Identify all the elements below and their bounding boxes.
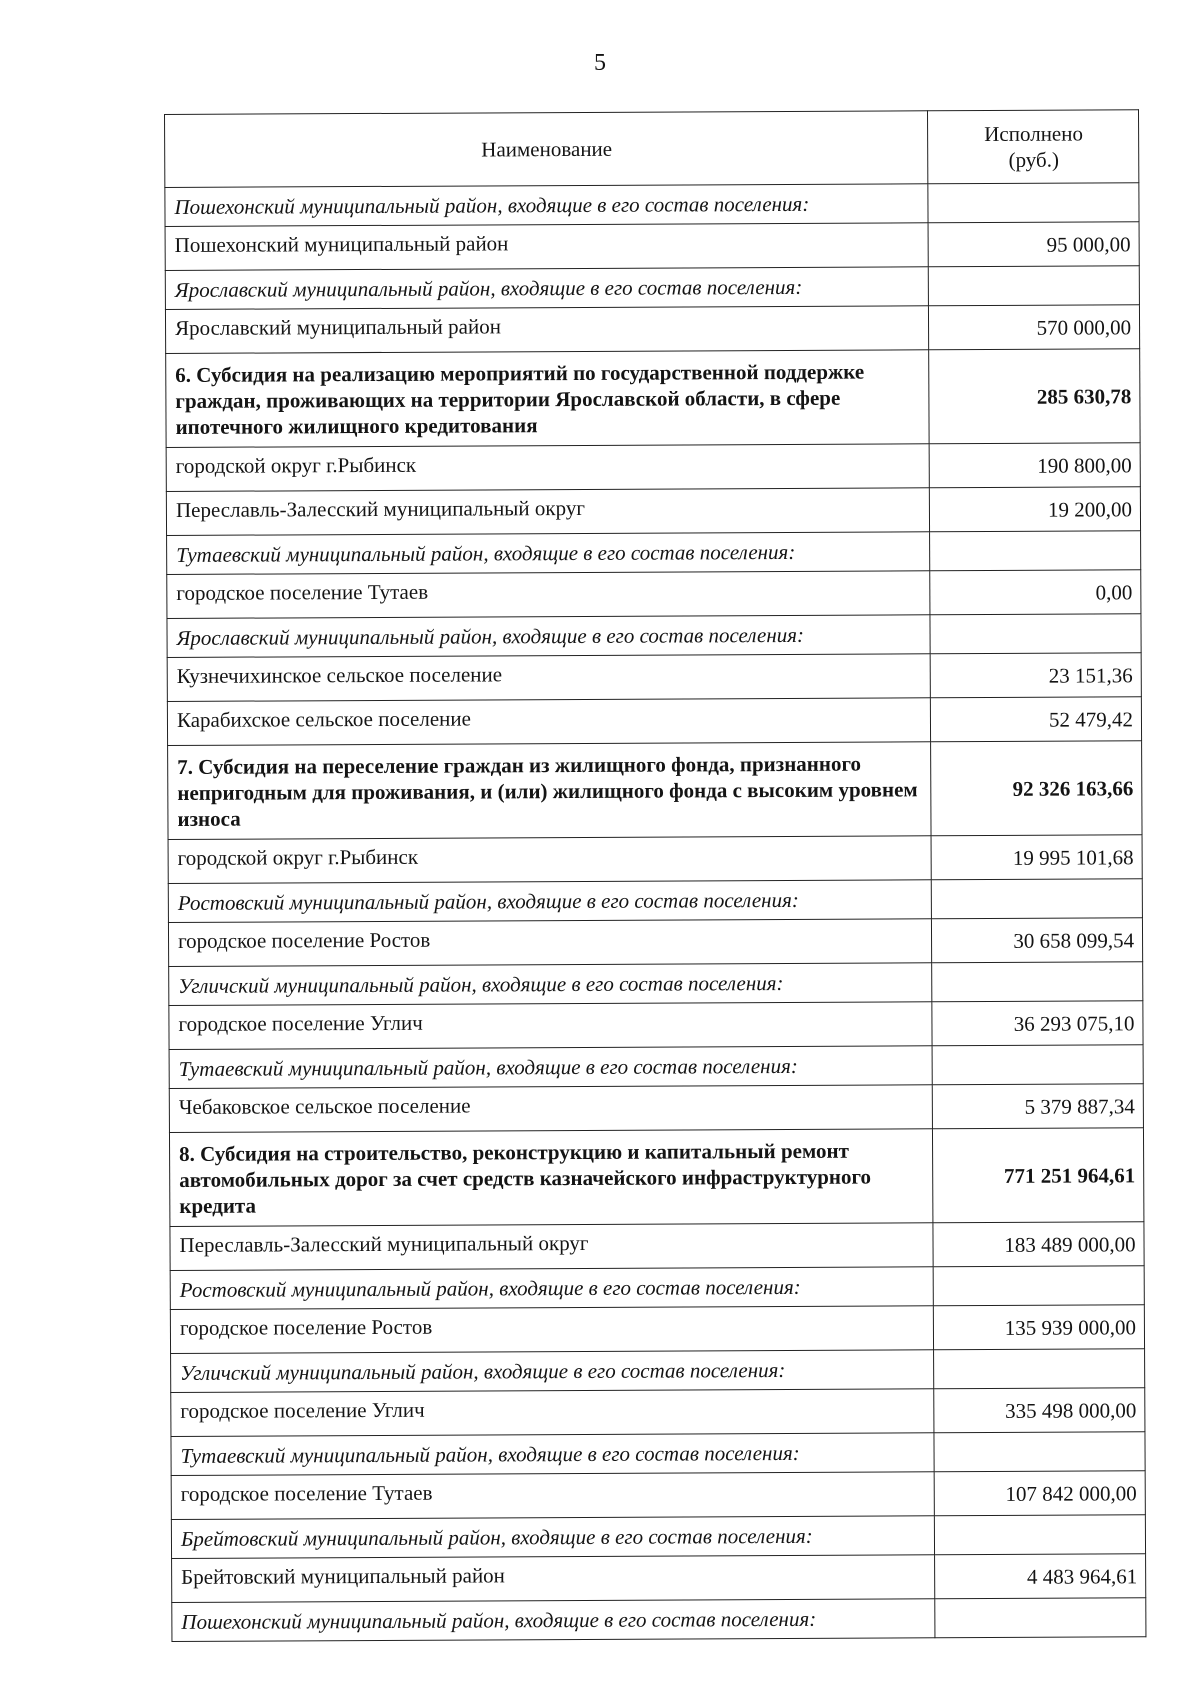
table-row [171,1388,1145,1437]
amount-cell [930,531,1141,571]
table-row [166,487,1140,536]
table-body [165,183,1146,1642]
recipient-name: Пошехонский муниципальный район [165,223,928,271]
column-header-amount [927,110,1138,184]
district-group-row [167,614,1141,658]
district-group-row [171,1349,1145,1393]
recipient-name: городское поселение Углич [169,1002,932,1050]
amount-cell: 0,00 [930,570,1141,615]
amount-cell: 570 000,00 [928,305,1139,350]
section-subsidy-row [169,1128,1143,1227]
column-header-amount-line2: (руб.) [1008,147,1059,172]
table-row [170,1305,1144,1354]
amount-cell [932,962,1143,1002]
recipient-name: Кузнечихинское сельское поселение [167,654,930,702]
group-title: Брейтовский муниципальный район, входящие в его состав поселения: [171,1516,934,1559]
recipient-name: городское поселение Углич [171,1389,934,1437]
district-group-row [171,1515,1145,1559]
amount-cell [928,183,1139,223]
table-row [169,1084,1143,1133]
table-row [166,443,1140,492]
group-title: Ярославский муниципальный район, входящие в его состав поселения: [165,267,928,310]
amount-cell [931,879,1142,919]
table-header-row [165,110,1139,188]
group-title: Ростовский муниципальный район, входящие в его состав поселения: [170,1267,933,1310]
recipient-name: Переславль-Залесский муниципальный округ [166,488,929,536]
page-number: 5 [594,50,606,76]
table-row [171,1471,1145,1520]
group-title: Угличский муниципальный район, входящие в его состав поселения: [171,1350,934,1393]
section-title: 8. Субсидия на строительство, реконструкцию и капитальный ремонт автомобильных дорог за счет средств казначейского инфраструктурного кредита [169,1129,932,1227]
table-row [167,570,1141,619]
amount-cell [932,1045,1143,1085]
table-row [167,697,1141,746]
table-row [167,653,1141,702]
table-row [168,918,1142,967]
column-header-amount-line1: Исполнено [984,121,1084,146]
amount-cell: 30 658 099,54 [931,918,1142,963]
section-total-amount: 92 326 163,66 [931,741,1142,836]
recipient-name: городское поселение Ростов [168,919,931,967]
district-group-row [172,1598,1146,1642]
group-title: Тутаевский муниципальный район, входящие в его состав поселения: [171,1433,934,1476]
section-title: 7. Субсидия на переселение граждан из жилищного фонда, признанного непригодным для проживания, и (или) жилищного фонда с высоким уровнем износа [168,742,931,840]
amount-cell: 107 842 000,00 [934,1471,1145,1516]
table-row [169,1001,1143,1050]
district-group-row [171,1432,1145,1476]
recipient-name: Ярославский муниципальный район [165,306,928,354]
section-total-amount: 771 251 964,61 [932,1128,1143,1223]
recipient-name: Брейтовский муниципальный район [172,1555,935,1603]
district-group-row [169,1045,1143,1089]
amount-cell: 4 483 964,61 [935,1554,1146,1599]
amount-cell [934,1432,1145,1472]
group-title: Ростовский муниципальный район, входящие в его состав поселения: [168,880,931,923]
table-row [168,835,1142,884]
amount-cell: 95 000,00 [928,222,1139,267]
district-group-row [170,1266,1144,1310]
amount-cell: 5 379 887,34 [932,1084,1143,1129]
district-group-row [165,266,1139,310]
recipient-name: городское поселение Ростов [170,1306,933,1354]
amount-cell: 335 498 000,00 [934,1388,1145,1433]
amount-cell: 135 939 000,00 [933,1305,1144,1350]
amount-cell: 183 489 000,00 [933,1222,1144,1267]
amount-cell [934,1515,1145,1555]
amount-cell: 36 293 075,10 [932,1001,1143,1046]
recipient-name: городское поселение Тутаев [167,571,930,619]
district-group-row [169,962,1143,1006]
amount-cell [933,1266,1144,1306]
recipient-name: городское поселение Тутаев [171,1472,934,1520]
district-group-row [168,879,1142,923]
amount-cell: 190 800,00 [929,443,1140,488]
district-group-row [167,531,1141,575]
recipient-name: Переславль-Залесский муниципальный округ [170,1223,933,1271]
group-title: Тутаевский муниципальный район, входящие в его состав поселения: [169,1046,932,1089]
section-subsidy-row [166,349,1140,448]
table-row [165,222,1139,271]
recipient-name: городской округ г.Рыбинск [166,444,929,492]
amount-cell: 19 200,00 [929,487,1140,532]
group-title: Тутаевский муниципальный район, входящие в его состав поселения: [167,532,930,575]
recipient-name: Карабихское сельское поселение [167,698,930,746]
section-total-amount: 285 630,78 [929,349,1140,444]
group-title: Пошехонский муниципальный район, входящие в его состав поселения: [172,1599,935,1642]
budget-table [164,109,1146,1642]
section-title: 6. Субсидия на реализацию мероприятий по государственной поддержке граждан, проживающих на территории Ярославской области, в сфере ипотечного жилищного кредитования [166,350,929,448]
group-title: Пошехонский муниципальный район, входящие в его состав поселения: [165,184,928,227]
amount-cell: 19 995 101,68 [931,835,1142,880]
section-subsidy-row [168,741,1142,840]
amount-cell [928,266,1139,306]
column-header-name: Наименование [165,111,928,188]
table-row [165,305,1139,354]
budget-table-container [164,109,1146,1642]
amount-cell: 23 151,36 [930,653,1141,698]
table-row [172,1554,1146,1603]
amount-cell [930,614,1141,654]
district-group-row [165,183,1139,227]
recipient-name: Чебаковское сельское поселение [169,1085,932,1133]
table-row [170,1222,1144,1271]
amount-cell [935,1598,1146,1638]
recipient-name: городской округ г.Рыбинск [168,836,931,884]
amount-cell: 52 479,42 [930,697,1141,742]
group-title: Ярославский муниципальный район, входящие в его состав поселения: [167,615,930,658]
amount-cell [934,1349,1145,1389]
group-title: Угличский муниципальный район, входящие в его состав поселения: [169,963,932,1006]
